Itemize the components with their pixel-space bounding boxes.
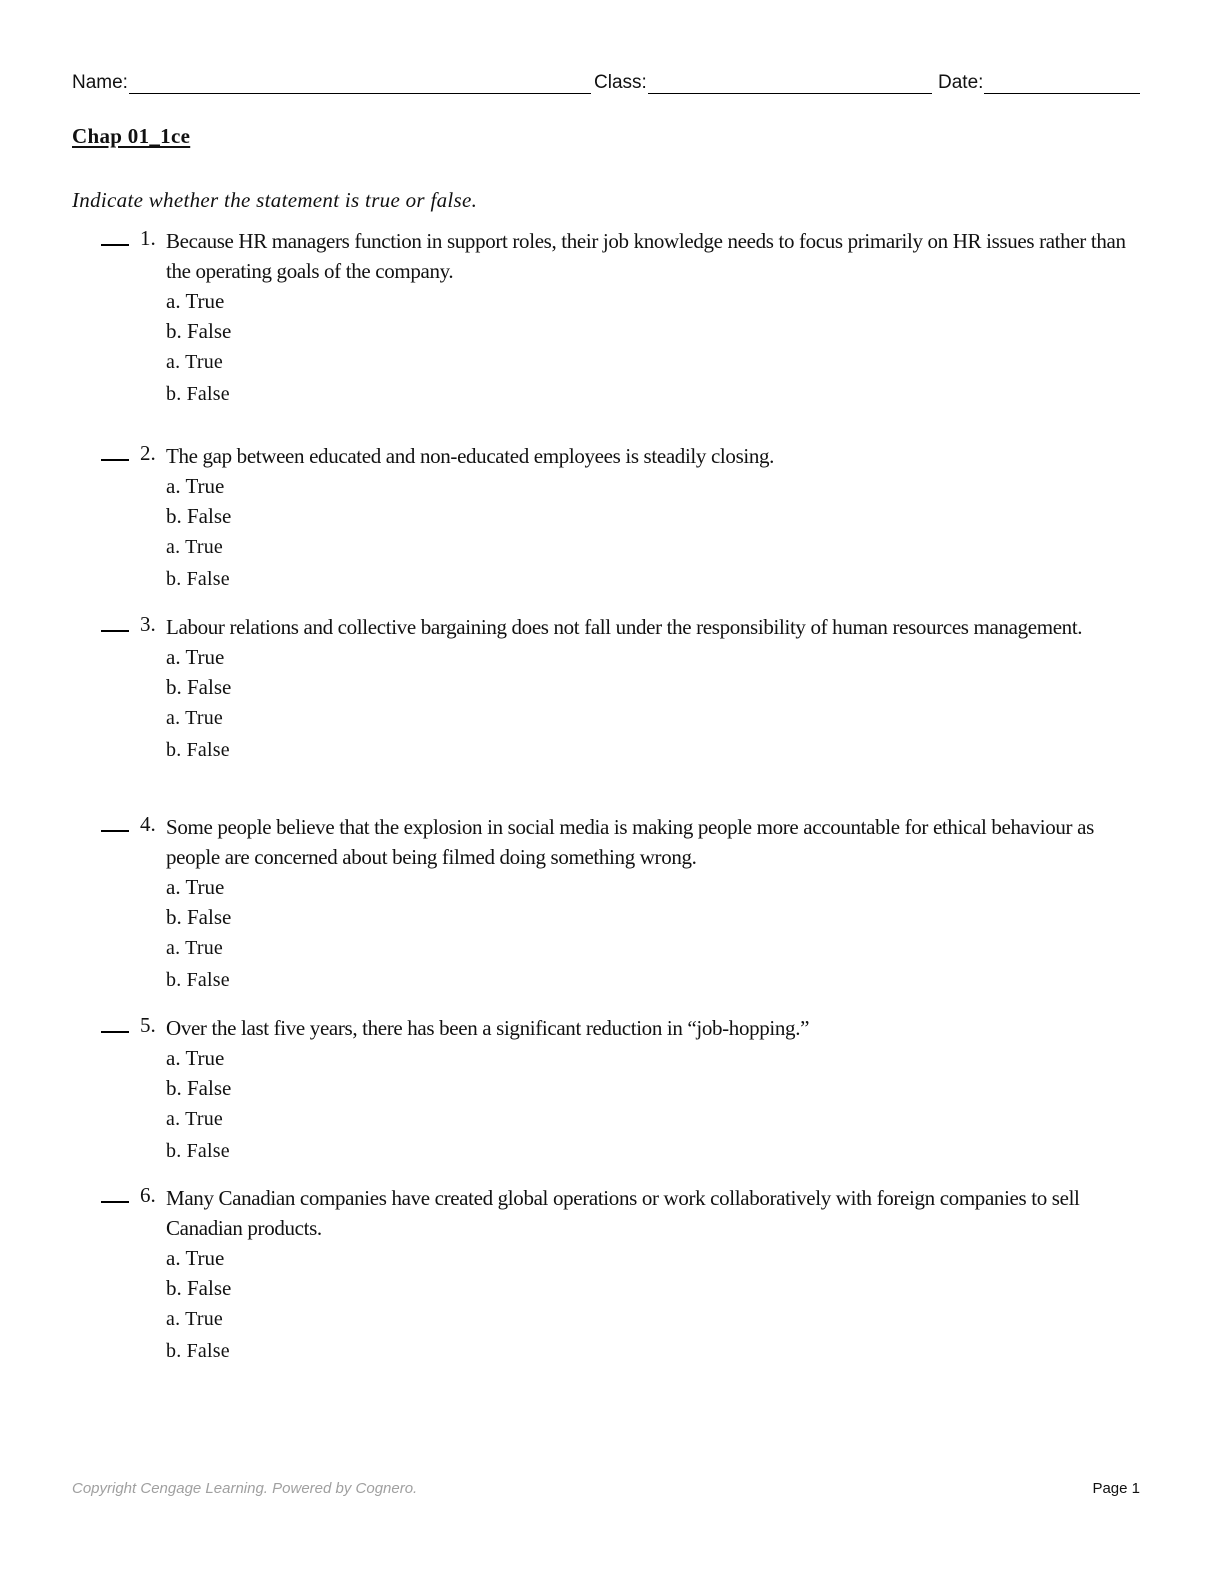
chapter-title: Chap 01_1ce (72, 124, 191, 148)
option-list-repeat (166, 702, 1144, 766)
name-field (72, 72, 591, 94)
class-label: Class: (594, 72, 647, 93)
option-false: b. False (166, 675, 232, 699)
question-number: 1. (140, 226, 156, 250)
option-false: b. False (166, 1140, 230, 1162)
option-list-repeat (166, 1303, 1144, 1367)
date-field (938, 72, 1140, 94)
instructions: Indicate whether the statement is true or false. (72, 188, 478, 212)
option-false: b. False (166, 739, 230, 761)
answer-blank[interactable] (101, 1031, 129, 1033)
question-number: 2. (140, 441, 156, 465)
question-text: Labour relations and collective bargaining does not fall under the responsibility of human resources management. (166, 615, 1083, 639)
option-list (166, 642, 1144, 702)
option-false: b. False (166, 504, 232, 528)
option-true: a. True (166, 289, 225, 313)
question-text: Many Canadian companies have created global operations or work collaboratively with foreign companies to sell Canadian products. (166, 1186, 1080, 1240)
option-true: a. True (166, 1046, 225, 1070)
date-label: Date: (938, 72, 984, 93)
name-label: Name: (72, 72, 128, 93)
question-number: 3. (140, 612, 156, 636)
class-line[interactable] (648, 73, 932, 94)
option-list-repeat (166, 346, 1144, 410)
option-true: a. True (166, 474, 225, 498)
option-true: a. True (166, 707, 223, 729)
option-true: a. True (166, 351, 223, 373)
option-list (166, 1043, 1144, 1103)
option-true: a. True (166, 875, 225, 899)
answer-blank[interactable] (101, 830, 129, 832)
option-false: b. False (166, 1340, 230, 1362)
option-false: b. False (166, 969, 230, 991)
option-true: a. True (166, 536, 223, 558)
date-line[interactable] (984, 73, 1140, 94)
option-list-repeat (166, 531, 1144, 595)
option-true: a. True (166, 1108, 223, 1130)
footer-copyright: Copyright Cengage Learning. Powered by Cognero. (72, 1480, 418, 1497)
option-list-repeat (166, 1103, 1144, 1167)
answer-blank[interactable] (101, 1201, 129, 1203)
option-true: a. True (166, 937, 223, 959)
answer-blank[interactable] (101, 459, 129, 461)
answer-blank[interactable] (101, 630, 129, 632)
name-line[interactable] (129, 73, 591, 94)
option-false: b. False (166, 905, 232, 929)
page-number: Page 1 (1092, 1480, 1140, 1497)
option-false: b. False (166, 1076, 232, 1100)
question-text: Over the last five years, there has been a significant reduction in “job-hopping.” (166, 1016, 810, 1040)
answer-blank[interactable] (101, 244, 129, 246)
option-false: b. False (166, 383, 230, 405)
question-text: Because HR managers function in support roles, their job knowledge needs to focus primarily on HR issues rather than the operating goals of the company. (166, 229, 1126, 283)
question-text: Some people believe that the explosion in social media is making people more accountable for ethical behaviour as people are concerned about being filmed doing something wrong. (166, 815, 1094, 869)
option-true: a. True (166, 1308, 223, 1330)
question-number: 4. (140, 812, 156, 836)
class-field (594, 72, 932, 94)
header-fields (72, 72, 1140, 98)
option-list (166, 286, 1144, 346)
option-false: b. False (166, 319, 232, 343)
option-false: b. False (166, 568, 230, 590)
option-false: b. False (166, 1276, 232, 1300)
option-list (166, 1243, 1144, 1303)
option-list-repeat (166, 932, 1144, 996)
option-true: a. True (166, 645, 225, 669)
option-list (166, 471, 1144, 531)
question-number: 6. (140, 1183, 156, 1207)
option-list (166, 872, 1144, 932)
question-text: The gap between educated and non-educated employees is steadily closing. (166, 444, 775, 468)
question-number: 5. (140, 1013, 156, 1037)
option-true: a. True (166, 1246, 225, 1270)
